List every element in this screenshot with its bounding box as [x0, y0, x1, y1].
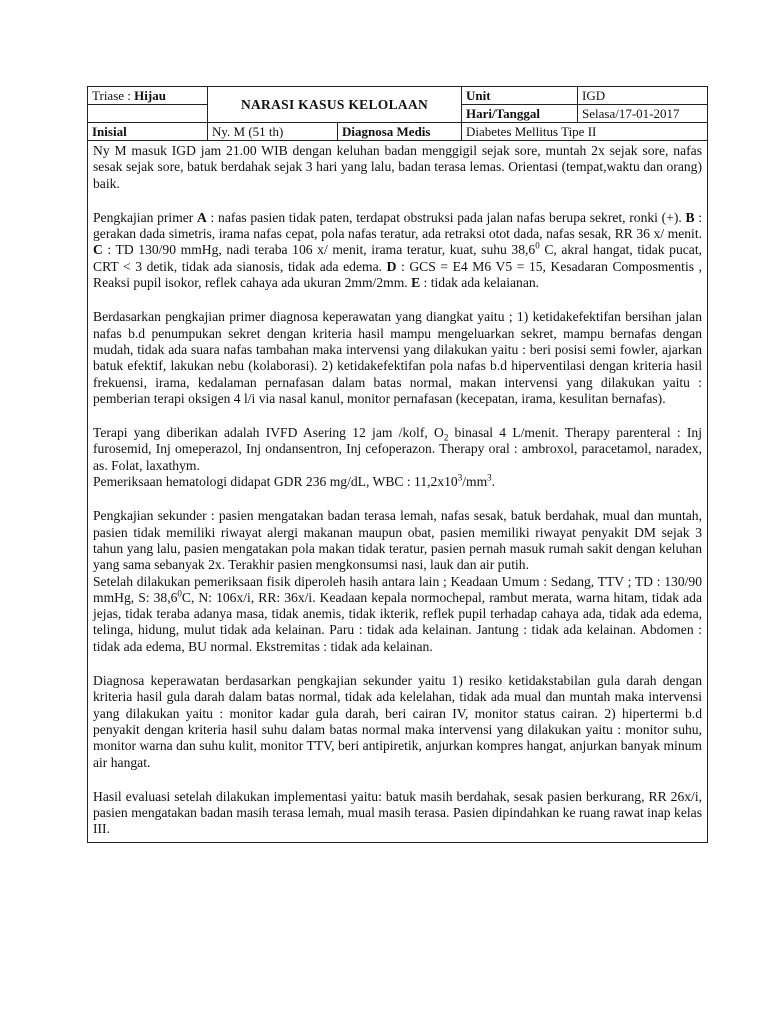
circulation-text: : TD 130/90 mmHg, nadi teraba 106 x/ menit, irama teratur, kuat, suhu 38,6	[102, 242, 536, 258]
exponent-superscript: 3	[457, 472, 463, 483]
header-row-3	[88, 123, 708, 141]
evaluation: Hasil evaluasi setelah dilakukan implementasi yaitu: batuk masih berdahak, sesak pasien berkurang, RR 26x/i, pasien mengatakan badan masih terasa lemah, mual masih terasa. Pasien dipindahkan ke ruang rawat inap kelas III.	[93, 788, 702, 837]
exposure-text: : tidak ada kelaianan.	[420, 275, 540, 291]
therapy-paragraph	[93, 425, 702, 474]
secondary-assessment: Pengkajian sekunder : pasien mengatakan badan terasa lemah, nafas sesak, batuk berdahak, mual dan muntah, pasien tidak memiliki riwayat alergi makanan maupun obat, pasien memiliki riwayat penyakit DM sejak 3 tahun yang lalu, pasien mengatakan pola makan tidak teratur, pasien pernah masuk rumah sakit dengan keluhan yang sama sebanyak 2x. Terakhir pasien mengkonsumsi nasi, lauk dan air putih.	[93, 508, 702, 573]
oxygen-subscript: 2	[443, 432, 449, 443]
primary-diagnosis: Berdasarkan pengkajian primer diagnosa keperawatan yang diangkat yaitu ; 1) ketidakefektifan bersihan jalan nafas b.d penumpukan sekret dengan kriteria hasil mampu mengeluarkan sekret, mampu bernafas dengan mudah, tidak ada suara nafas tambahan maka intervensi yang dilakukan yaitu : beri posisi semi fowler, ajarkan batuk efektif, lakukan nebu (kolaborasi). 2) ketidakefektifan pola nafas b.d hiperventilasi dengan kriteria hasil frekuensi, irama, kedalaman pernafasan dalam batas normal, makan intervensi yang dilakukan yaitu : pemberian terapi oksigen 4 l/i via nasal kanul, monitor pernafasan (kecepatan, irama, kesulitan bernafas).	[93, 309, 702, 406]
document-title: NARASI KASUS KELOLAAN	[208, 87, 462, 123]
unit-label: Unit	[462, 87, 578, 105]
physical-exam-text: Setelah dilakukan pemeriksaan fisik diperoleh hasih antara lain ; Keadaan Umum : Sedang, TTV ; TD : 130/90 mmHg, S: 38,6	[93, 573, 702, 605]
therapy-text-2: binasal 4 L/menit. Therapy parenteral : Inj furosemid, Inj omeperazol, Inj ondansentron, Inj cefoperazon. Therapy oral : ambroxol, paracetamol, naradex, as. Folat, laxathym.	[93, 425, 702, 473]
unit-value: IGD	[578, 87, 708, 105]
breathing-text: : gerakan dada simetris, irama nafas cepat, pola nafas teratur, ada retraksi otot dada, nafas sesak, RR 36 x/ menit.	[93, 209, 702, 242]
exposure-label: E	[411, 275, 421, 291]
initial-label: Inisial	[88, 123, 208, 141]
header-row-1	[88, 87, 708, 105]
degree-superscript: 0	[535, 240, 540, 251]
primary-assessment	[93, 210, 702, 291]
disability-text: : GCS = E4 M6 V5 = 15, Kesadaran Composmentis , Reaksi pupil isokor, reflek cahaya ada ukuran 2mm/2mm.	[93, 258, 702, 291]
diagnosis-label: Diagnosa Medis	[338, 123, 462, 141]
airway-label: A	[197, 209, 207, 225]
physical-exam	[93, 574, 702, 655]
primary-assessment-text: Pengkajian primer	[93, 209, 198, 225]
narrative-intro: Ny M masuk IGD jam 21.00 WIB dengan keluhan badan menggigil sejak sore, muntah 2x sejak sore, nafas sesak sejak sore, batuk berdahak sejak 3 hari yang lalu, badan terasa lemas. Orientasi (tempat,waktu dan orang) baik.	[93, 143, 702, 191]
date-value: Selasa/17-01-2017	[578, 105, 708, 123]
disability-label: D	[386, 258, 397, 274]
hematology-unit: /mm	[462, 474, 488, 490]
case-narrative-table	[87, 86, 708, 843]
triase-cell	[88, 87, 208, 105]
secondary-diagnosis: Diagnosa keperawatan berdasarkan pengkajian sekunder yaitu 1) resiko ketidakstabilan gula darah dengan kriteria hasil gula darah dalam batas normal, tidak ada kelelahan, tidak ada mual dan muntah maka intervensi yang dilakukan yaitu : monitor kadar gula darah, beri cairan IV, monitor status cairan. 2) hipertermi b.d penyakit dengan kriteria hasil suhu dalam batas normal maka intervensi yang dilakukan yaitu : monitor suhu, monitor warna dan suhu kulit, monitor TTV, beri antipiretik, anjurkan kompres hangat, anjurkan banyak minum air hangat.	[93, 673, 702, 770]
hematology-text: Pemeriksaan hematologi didapat GDR 236 mg/dL, WBC : 11,2x10	[93, 474, 458, 490]
circulation-label: C	[93, 242, 103, 258]
triase-value: Hijau	[134, 88, 166, 103]
circulation-text-2: C, akral hangat, tidak pucat, CRT < 3 detik, tidak ada sianosis, tidak ada edema.	[93, 242, 703, 274]
temperature-superscript: 0	[177, 588, 182, 599]
breathing-label: B	[685, 209, 695, 225]
triase-label: Triase :	[92, 88, 135, 103]
airway-text: : nafas pasien tidak paten, terdapat obstruksi pada jalan nafas berupa sekret, ronki (+).	[206, 209, 686, 225]
physical-exam-text-2: C, N: 106x/i, RR: 36x/i. Keadaan kepala normochepal, rambut merata, warna hitam, tidak ada jejas, tidak teraba adanya masa, tidak anemis, tidak ikterik, reflek pupil terhadap cahaya ada, tidak ada edema, telinga, hidung, mulut tidak ada kelainan. Paru : tidak ada kelainan. Jantung : tidak ada kelainan. Abdomen : tidak ada edema, BU normal. Ekstremitas : tidak ada kelainan.	[93, 589, 702, 654]
narrative-body	[88, 141, 708, 843]
initial-value: Ny. M (51 th)	[208, 123, 338, 141]
therapy-text: Terapi yang diberikan adalah IVFD Asering 12 jam /kolf, O	[93, 425, 444, 441]
hematology-paragraph	[93, 474, 702, 490]
cubic-superscript: 3	[487, 472, 492, 483]
date-label: Hari/Tanggal	[462, 105, 578, 123]
narrative-row	[88, 141, 708, 843]
diagnosis-value: Diabetes Mellitus Tipe II	[462, 123, 708, 141]
hematology-end: .	[491, 474, 496, 490]
empty-cell	[88, 105, 208, 123]
